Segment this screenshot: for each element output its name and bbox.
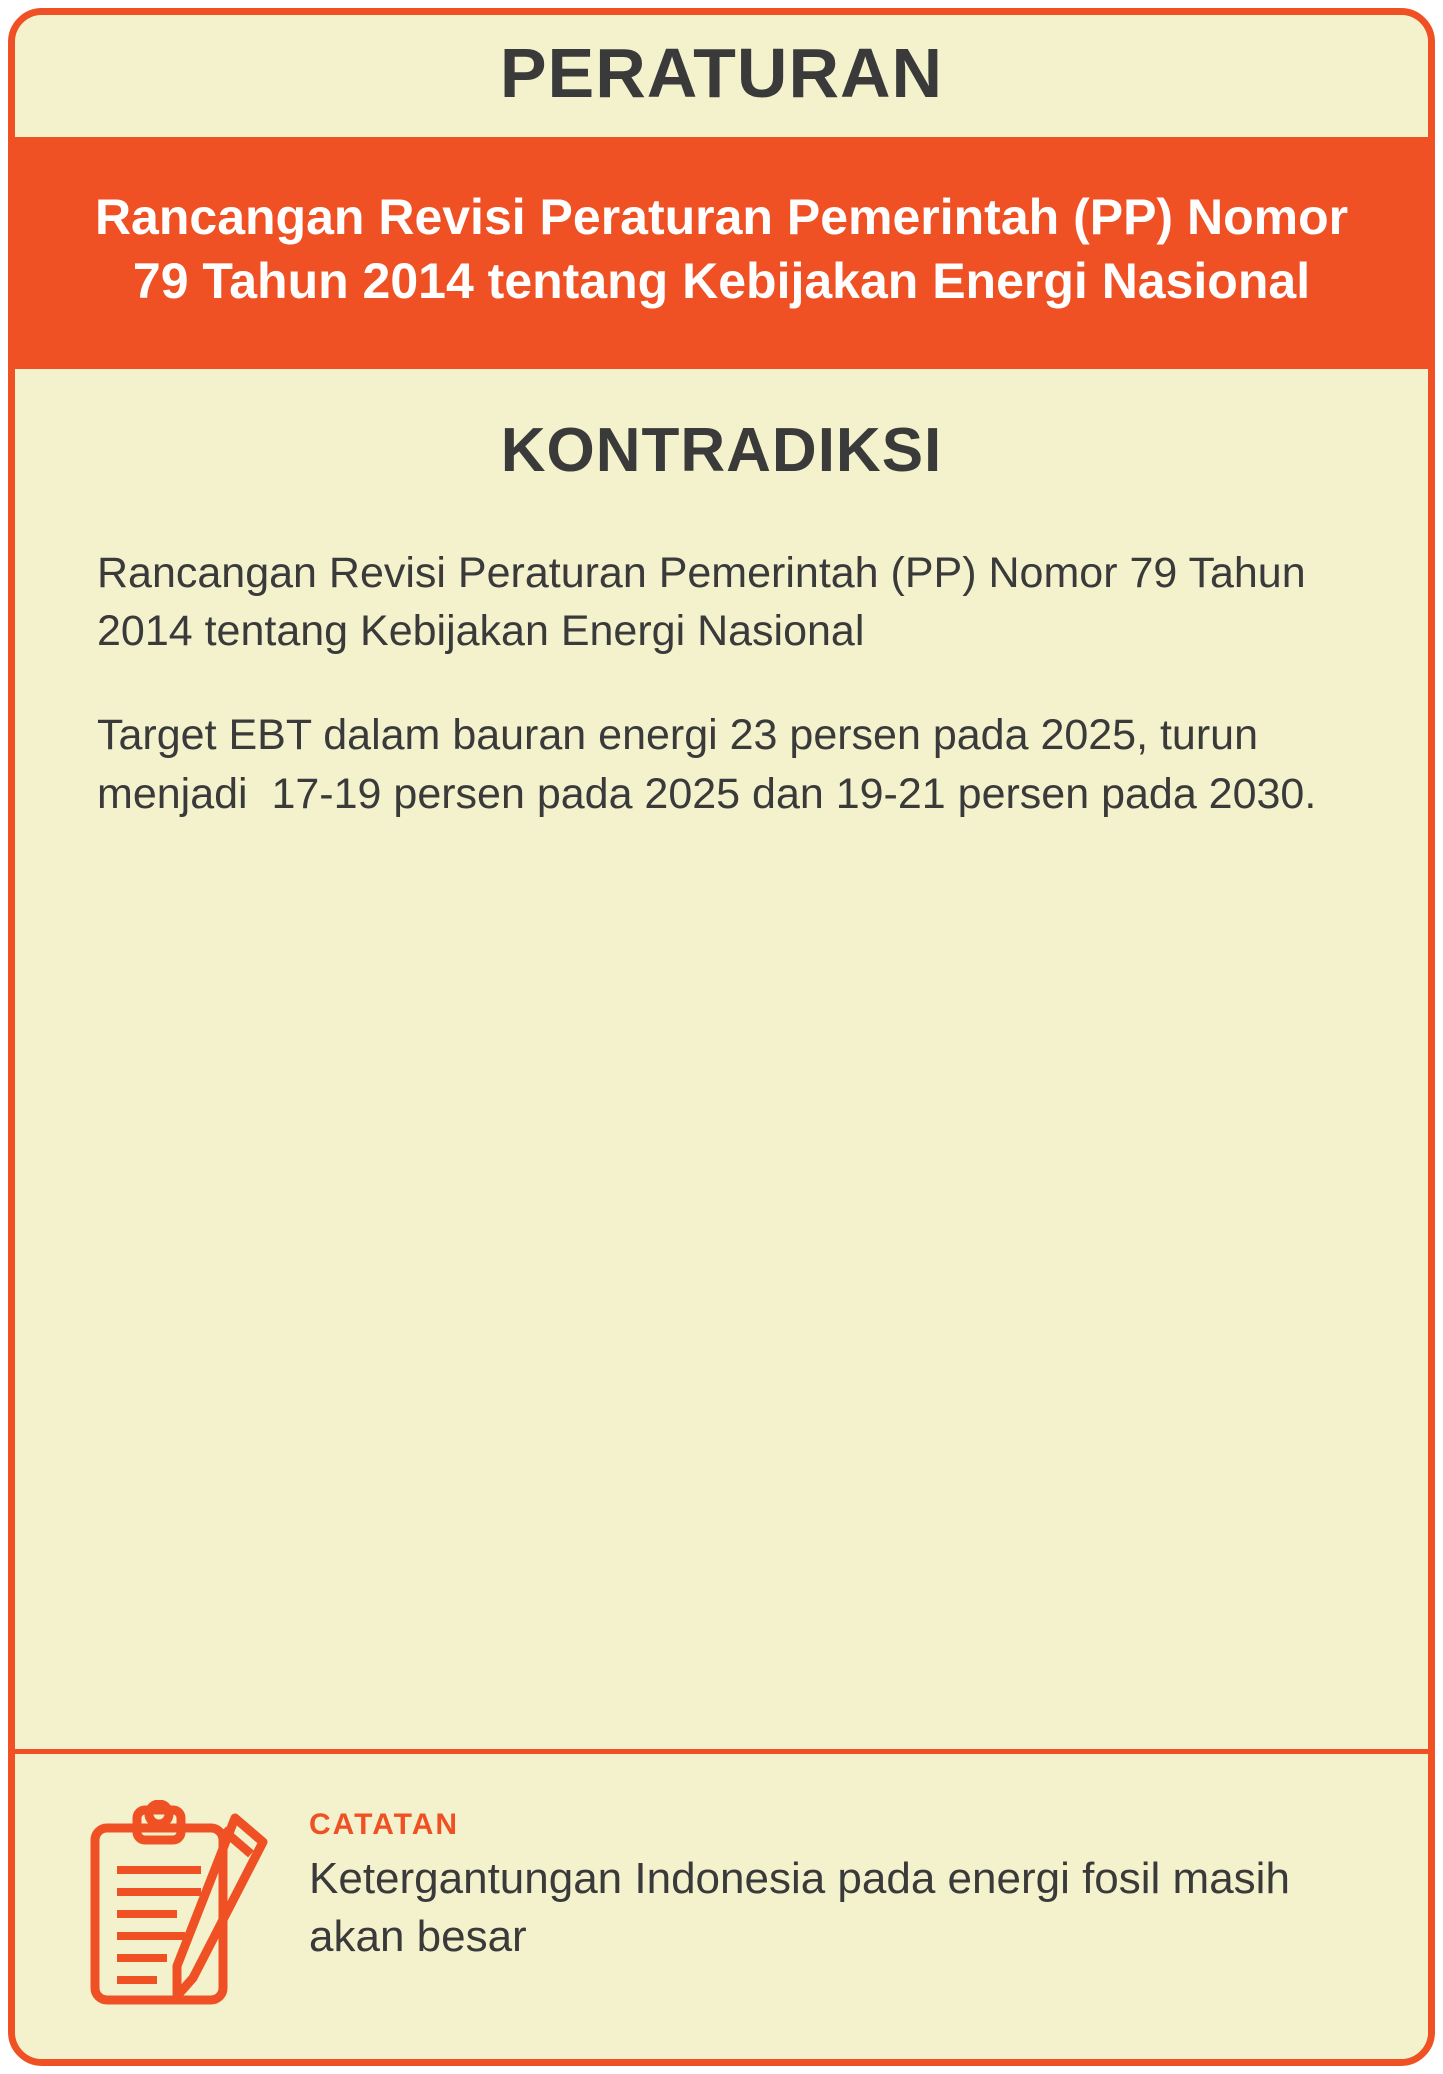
regulation-title: Rancangan Revisi Peraturan Pemerintah (PP) Nomor 79 Tahun 2014 tentang Kebijakan Energi Nasional <box>94 188 1349 309</box>
note-text: Ketergantungan Indonesia pada energi fosil masih akan besar <box>309 1854 1303 1962</box>
page-title: PERATURAN <box>499 34 944 112</box>
note-text-wrap <box>309 1794 1368 1966</box>
regulation-card <box>8 8 1435 2066</box>
contradiction-paragraph-2: Target EBT dalam bauran energi 23 persen pada 2025, turun menjadi 17-19 persen pada 2025 dan 19-21 persen pada 2030. <box>97 711 1317 818</box>
card-header-label <box>15 15 1428 137</box>
contradiction-paragraph-1: Rancangan Revisi Peraturan Pemerintah (PP) Nomor 79 Tahun 2014 tentang Kebijakan Energi Nasional <box>97 548 1318 655</box>
contradiction-section <box>15 369 1428 1750</box>
note-label: CATATAN <box>309 1808 460 1841</box>
regulation-title-band <box>15 137 1428 369</box>
section-heading: KONTRADIKSI <box>500 415 943 485</box>
clipboard-pencil-icon <box>85 1800 275 2015</box>
note-section <box>15 1749 1428 2059</box>
